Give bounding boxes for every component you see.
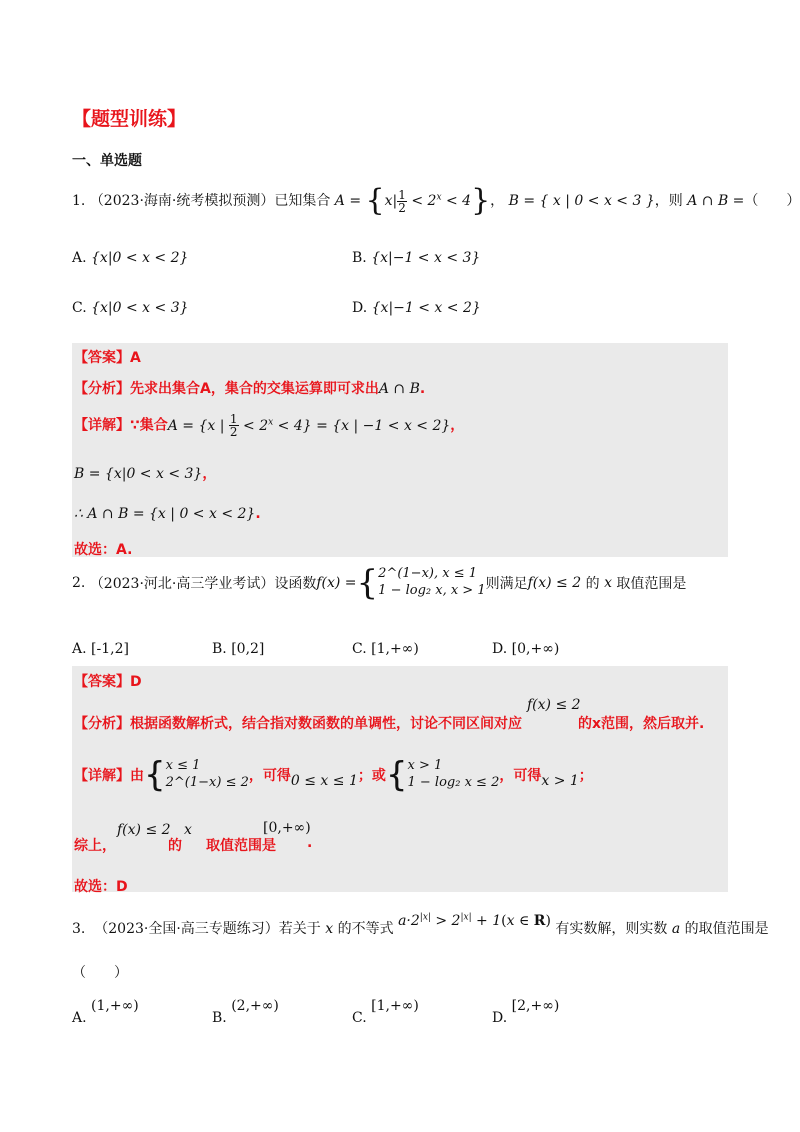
inequality: $a\cdot 2^{|x|} > 2^{|x|} + 1(x$ ∈ R) [398, 912, 551, 929]
choose-line: 故选：D [74, 879, 128, 895]
option-c[interactable]: C. [1,+∞) [352, 998, 419, 1026]
choose-line: 故选：A. [74, 542, 133, 558]
answer-line: 【答案】D [74, 674, 142, 690]
option-d[interactable]: D. {x|−1 < x < 2} [352, 300, 481, 316]
option-c[interactable]: C. [1,+∞) [352, 641, 419, 657]
option-d[interactable]: D. [0,+∞) [492, 641, 560, 657]
question-2: 2. （2023·河北·高三学业考试）设函数 f(x) = { 2^(1−x), x ≤ 1 1 − log₂ x, x > 1 则满足 f(x) ≤ 2 的 x 取值范围是 [72, 563, 687, 603]
detail-line-2: B = {x|0 < x < 3}， [74, 466, 217, 482]
system-2: x > 1 1 − log₂ x ≤ 2 [407, 758, 500, 790]
analysis-line: 【分析】先求出集合A，集合的交集运算即可求出A ∩ B. [74, 381, 426, 397]
option-a[interactable]: A. [-1,2] [72, 641, 129, 657]
question-source: （2023·全国·高三专题练习）若关于 [94, 921, 321, 937]
detail-line-3: ∴ A ∩ B = {x | 0 < x < 2}. [74, 506, 261, 522]
question-3: 3. （2023·全国·高三专题练习）若关于 x 的不等式 $a\cdot 2^{|x|} > 2^{|x|} + 1(x$ ∈ R) 有实数解，则实数 a 的取值范围是 [72, 912, 769, 937]
section-title: 【题型训练】 [72, 108, 187, 130]
detail-line-1: 【详解】∵集合A = {x | $\frac{1}{2}$ < $2^x < 4\} = \{x$ | −1 < x < 2}， [74, 412, 465, 439]
question-number: 2. [72, 575, 86, 591]
answer-line: 【答案】A [74, 350, 141, 366]
question-source: （2023·河北·高三学业考试）设函数 [89, 576, 317, 592]
analysis-line-end: 的x范围，然后取并. [578, 716, 705, 732]
option-b[interactable]: B. {x|−1 < x < 3} [352, 250, 481, 266]
option-b[interactable]: B. [0,2] [212, 641, 265, 657]
analysis-expression: f(x) ≤ 2 [527, 697, 581, 713]
summary-expression: f(x) ≤ 2 [117, 822, 171, 838]
question-1: 1. （2023·海南·统考模拟预测）已知集合 A = {x| $\frac{1}{2}$ < $2^x < 4$}， B = { x | 0 < x < 3 }，则 A ∩ B =（ ） [72, 183, 800, 218]
option-b[interactable]: B. (2,+∞) [212, 998, 279, 1026]
option-a[interactable]: A. (1,+∞) [72, 998, 139, 1026]
question-source: （2023·海南·统考模拟预测）已知集合 [89, 193, 331, 209]
section-subtitle: 一、单选题 [72, 153, 142, 169]
question-paren: （ ） [72, 965, 128, 981]
system-1: x ≤ 1 2^(1−x) ≤ 2 [165, 758, 249, 790]
option-c[interactable]: C. {x|0 < x < 3} [72, 300, 189, 316]
answer-box-1 [72, 343, 728, 557]
option-d[interactable]: D. [2,+∞) [492, 998, 560, 1026]
question-number: 1. [72, 193, 86, 209]
piecewise: 2^(1−x), x ≤ 1 1 − log₂ x, x > 1 [378, 566, 486, 598]
summary-range: [0,+∞) [263, 820, 311, 836]
option-a[interactable]: A. {x|0 < x < 2} [72, 250, 189, 266]
question-number: 3. [72, 921, 86, 937]
function-def: f(x) = [316, 575, 357, 591]
detail-line: 【详解】 由 { x ≤ 1 2^(1−x) ≤ 2 ，可得 0 ≤ x ≤ 1 ；或 { x > 1 1 − log₂ x ≤ 2 ，可得 x > 1 ； [74, 755, 593, 795]
summary-line: 综上， [74, 838, 116, 854]
analysis-line: 【分析】根据函数解析式，结合指对数函数的单调性，讨论不同区间对应 [74, 716, 522, 732]
set-b-expression: B = { x | 0 < x < 3 } [508, 193, 655, 209]
question-expression: A ∩ B = [687, 193, 745, 209]
set-a-expression: A = {x| $\frac{1}{2}$ < $2^x < 4$} [334, 183, 491, 218]
